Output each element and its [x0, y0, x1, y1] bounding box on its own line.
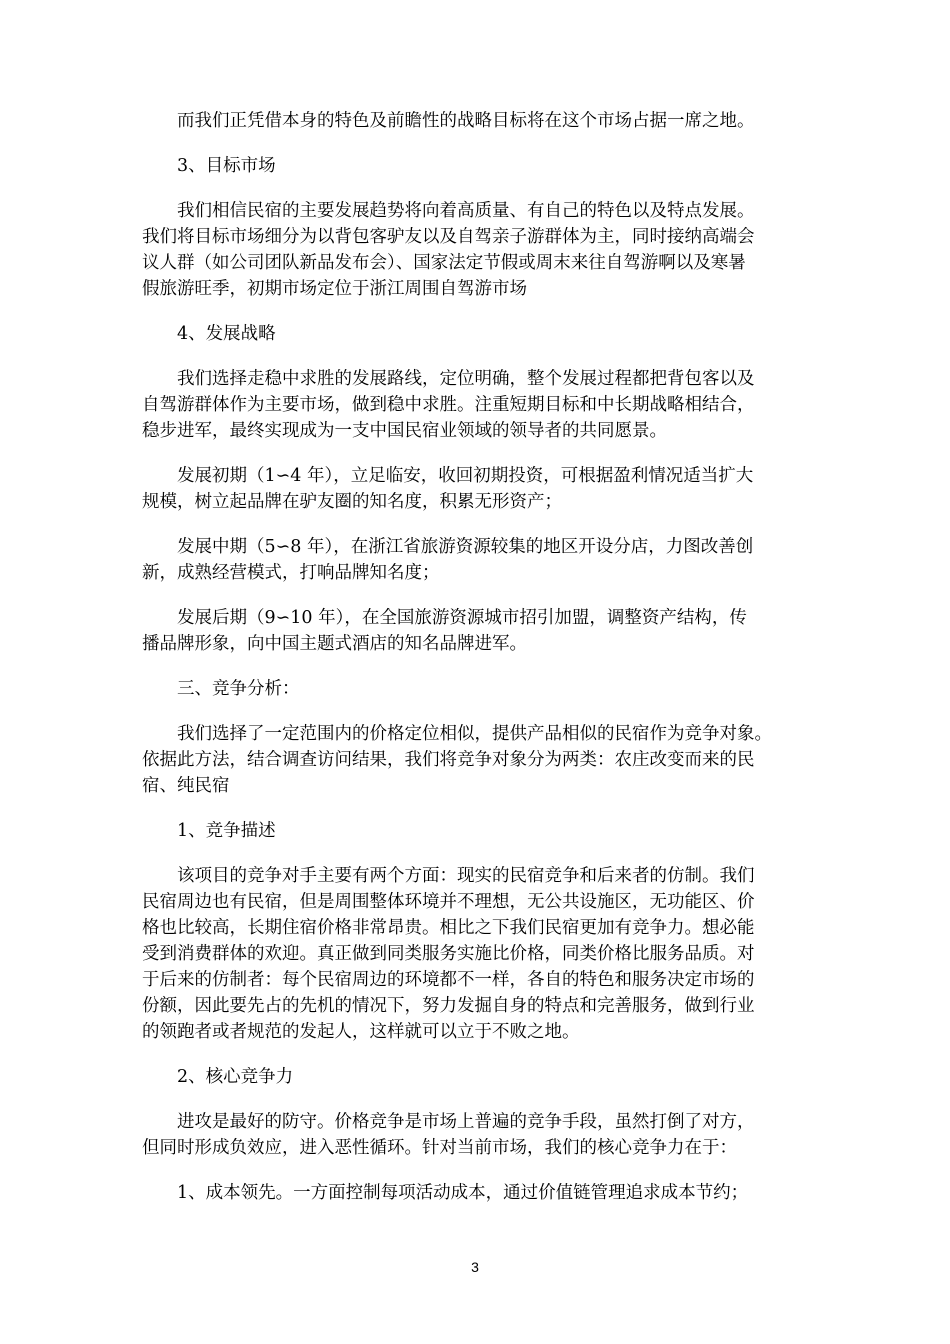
paragraph [142, 108, 814, 134]
paragraph [142, 198, 814, 302]
text-line: 进攻是最好的防守。价格竞争是市场上普遍的竞争手段，虽然打倒了对方， [177, 1112, 755, 1132]
text-line: 我们相信民宿的主要发展趋势将向着高质量、有自己的特色以及特点发展。 [177, 201, 755, 221]
text-line: 发展初期（1∽4 年），立足临安，收回初期投资，可根据盈利情况适当扩大 [177, 466, 754, 486]
text-line: 该项目的竞争对手主要有两个方面：现实的民宿竞争和后来者的仿制。我们 [177, 866, 755, 886]
text-line: 我们将目标市场细分为以背包客驴友以及自驾亲子游群体为主，同时接纳高端会 [142, 227, 755, 247]
text-line: 新，成熟经营模式，打响品牌知名度； [142, 563, 440, 583]
text-line: 三、竞争分析： [177, 679, 300, 699]
paragraph [142, 721, 814, 799]
text-line: 播品牌形象，向中国主题式酒店的知名品牌进军。 [142, 634, 527, 654]
text-line: 而我们正凭借本身的特色及前瞻性的战略目标将在这个市场占据一席之地。 [177, 111, 755, 131]
paragraph [142, 534, 814, 586]
text-line: 稳步进军，最终实现成为一支中国民宿业领域的领导者的共同愿景。 [142, 421, 667, 441]
text-line: 3、目标市场 [177, 156, 276, 176]
paragraph [142, 605, 814, 657]
paragraph [142, 321, 814, 347]
text-line: 议人群（如公司团队新品发布会）、国家法定节假或周末来往自驾游啊以及寒暑 [142, 253, 746, 273]
text-line: 但同时形成负效应，进入恶性循环。针对当前市场，我们的核心竞争力在于： [142, 1138, 737, 1158]
text-line: 受到消费群体的欢迎。真正做到同类服务实施比价格，同类价格比服务品质。对 [142, 944, 755, 964]
text-line: 宿、纯民宿 [142, 776, 230, 796]
text-line: 我们选择了一定范围内的价格定位相似，提供产品相似的民宿作为竞争对象。 [177, 724, 772, 744]
text-line: 发展后期（9∽10 年），在全国旅游资源城市招引加盟，调整资产结构，传 [177, 608, 747, 628]
page-number: 3 [471, 1259, 479, 1275]
text-line: 自驾游群体作为主要市场，做到稳中求胜。注重短期目标和中长期战略相结合， [142, 395, 755, 415]
text-line: 规模，树立起品牌在驴友圈的知名度，积累无形资产； [142, 492, 562, 512]
paragraph [142, 1180, 814, 1206]
document-body [142, 108, 814, 1225]
text-line: 份额，因此要先占的先机的情况下，努力发掘自身的特点和完善服务，做到行业 [142, 996, 755, 1016]
text-line: 民宿周边也有民宿，但是周围整体环境并不理想，无公共设施区，无功能区、价 [142, 892, 755, 912]
paragraph [142, 153, 814, 179]
paragraph [142, 863, 814, 1045]
text-line: 于后来的仿制者：每个民宿周边的环境都不一样，各自的特色和服务决定市场的 [142, 970, 755, 990]
text-line: 2、核心竞争力 [177, 1067, 294, 1087]
text-line: 依据此方法，结合调查访问结果，我们将竞争对象分为两类：农庄改变而来的民 [142, 750, 755, 770]
text-line: 格也比较高，长期住宿价格非常昂贵。相比之下我们民宿更加有竞争力。想必能 [142, 918, 755, 938]
paragraph [142, 818, 814, 844]
paragraph [142, 463, 814, 515]
text-line: 发展中期（5∽8 年），在浙江省旅游资源较集的地区开设分店，力图改善创 [177, 537, 754, 557]
text-line: 1、竞争描述 [177, 821, 276, 841]
text-line: 的领跑者或者规范的发起人，这样就可以立于不败之地。 [142, 1022, 580, 1042]
paragraph [142, 676, 814, 702]
paragraph [142, 1109, 814, 1161]
text-line: 我们选择走稳中求胜的发展路线，定位明确，整个发展过程都把背包客以及 [177, 369, 755, 389]
paragraph [142, 1064, 814, 1090]
text-line: 4、发展战略 [177, 324, 276, 344]
text-line: 假旅游旺季，初期市场定位于浙江周围自驾游市场 [142, 279, 527, 299]
paragraph [142, 366, 814, 444]
text-line: 1、成本领先。一方面控制每项活动成本，通过价值链管理追求成本节约； [177, 1183, 749, 1203]
